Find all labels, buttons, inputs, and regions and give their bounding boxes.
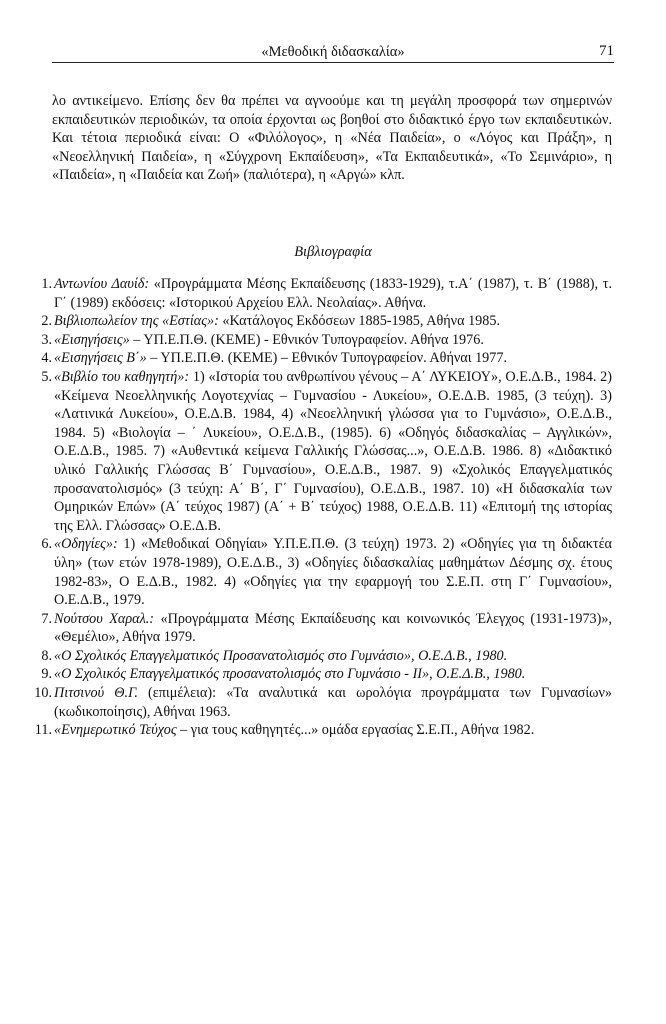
intro-paragraph: λο αντικείμενο. Επίσης δεν θα πρέπει να αγνοούμε και τη μεγάλη προσφορά των σημερινών εκπαιδευτικών περιοδικών, τα οποία έρχονται ως βοηθοί στο διδακτικό έργο των εκπαιδευτικών. Και τέτοια περιοδικά είναι: Ο «Φιλόλογος», η «Νέα Παιδεία», ο «Λόγος και Πράξη», η «Νεοελληνική Παιδεία», η «Σύγχρονη Εκπαίδευση», «Τα Εκπαιδευτικά», «Το Σεμινάριο», η «Παιδεία», η «Παιδεία και Ζωή» (παλιότερα), η «Αργώ» κλπ. [52,93,612,184]
entry-author: Πιτσινού Θ.Γ. [54,685,138,702]
bibliography-entry [34,535,612,609]
bibliography-entry [34,349,612,368]
entry-title: «Ο Σχολικός Επαγγελματικός Προσανατολισμός στο Γυμνάσιο», Ο.Ε.Δ.Β., 1980. [54,647,508,664]
bibliography-list [34,275,612,740]
page-header [52,40,614,63]
entry-text: «Προγράμματα Μέσης Εκπαίδευσης και κοινωνικός Έλεγχος (1931-1973)», «Θεμέλιο», Αθήνα 1979. [54,610,612,646]
entry-number: 2. [41,313,52,330]
bibliography-entry [34,368,612,535]
entry-author: Αντωνίου Δαυίδ: [54,276,150,292]
entry-number: 11. [34,722,52,739]
bibliography-entry [34,647,612,666]
entry-text: (επιμέλεια): «Τα αναλυτικά και ωρολόγια προγράμματα των Γυμνασίων» (κωδικοποίησις), Αθήναι 1963. [54,685,612,720]
bibliography-entry [34,312,612,331]
entry-text: 1) «Μεθοδικαί Οδηγίαι» Υ.Π.Ε.Π.Θ. (3 τεύχη) 1973. 2) «Οδηγίες για τη διδακτέα ύλη» (των ετών 1978-1989), Ο.Ε.Δ.Β., 3) «Οδηγίες διδασκαλίας μαθημάτων Δέσμης σχ. έτους 1982-83», Ο Ε.Δ.Β., 1982. 4) «Οδηγίες για την εφαρμογή του Σ.Ε.Π. στη Γ΄ Γυμνασίου», Ο.Ε.Δ.Β., 1979. [54,536,612,609]
entry-number: 1. [41,276,52,292]
entry-number: 6. [41,536,52,553]
entry-number: 5. [41,368,52,385]
entry-text: 1) «Ιστορία του ανθρωπίνου γένους – Α΄ ΛΥΚΕΙΟΥ», Ο.Ε.Δ.Β., 1984. 2) «Κείμενα Νεοελληνικής Λογοτεχνίας – Γυμνασίου - Λυκείου», Ο.Ε.Δ.Β. 1985, (3 τεύχη). 3) «Λατινικά Λυκείου», Ο.Ε.Δ.Β. 1984, 4) «Νεοελληνική γλώσσα για το Γυμνάσιο», Ο.Ε.Δ.Β., 1984. 5) «Βιολογία – ΄ Λυκείου», Ο.Ε.Δ.Β., (1985). 6) «Οδηγός διδασκαλίας – Αγγλικών», Ο.Ε.Δ.Β., 1985. 7) «Αυθεντικά κείμενα Γαλλικής Γλώσσας...», Ο.Ε.Δ.Β. 1986. 8) «Διδακτικό υλικό Γαλλικής Γλώσσας Β΄ Γυμνασίου», Ο.Ε.Δ.Β., 1987. 9) «Σχολικός Επαγγελματικός προσανατολισμός» (3 τεύχη: Α΄ Β΄, Γ΄ Γυμνασίου), Ο.Ε.Δ.Β., 1987. 10) «Η διδασκαλία των Ομηρικών Επών» (Α΄ τεύχος 1987) (Α΄ + Β΄ τεύχος) 1988, Ο.Ε.Δ.Β. 11) «Επιτομή της ιστορίας της Ελλ. Γλώσσας» Ο.Ε.Δ.Β. [54,368,613,534]
running-title: «Μεθοδική διδασκαλία» [261,44,405,60]
entry-text: «Κατάλογος Εκδόσεων 1885-1985, Αθήνα 1985. [218,313,500,330]
bibliography-entry [34,665,612,684]
entry-number: 7. [41,610,52,627]
entry-text: – για τους καθηγητές...» ομάδα εργασίας Σ.Ε.Π., Αθήνα 1982. [176,722,535,739]
entry-author: Βιβλιοπωλείον της «Εστίας»: [54,313,219,330]
bibliography-entry [34,610,612,647]
bibliography-entry [34,721,612,740]
entry-text: «Προγράμματα Μέσης Εκπαίδευσης (1833-1929), τ.Α΄ (1987), τ. Β΄ (1988), τ. Γ΄ (1989) εκδόσεις: «Ιστορικού Αρχείου Ελλ. Νεολαίας». Αθήνα. [54,276,613,311]
entry-author: «Οδηγίες»: [54,536,118,553]
entry-number: 9. [41,666,52,683]
entry-text: – ΥΠ.Ε.Π.Θ. (ΚΕΜΕ) - Εθνικόν Τυπογραφείον. Αθήνα 1976. [129,331,484,348]
bibliography-entry [34,275,612,312]
entry-title: «Ενημερωτικό Τεύχος [54,722,177,739]
bibliography-entry [34,684,612,721]
bibliography-entry [34,331,612,350]
entry-author: «Βιβλίο του καθηγητή»: [54,368,190,385]
entry-title: «Ο Σχολικός Επαγγελματικός προσανατολισμός στο Γυμνάσιο - ΙΙ», Ο.Ε.Δ.Β., 1980. [54,666,526,683]
entry-number: 10. [34,685,52,702]
entry-author: Νούτσου Χαραλ.: [54,610,155,627]
entry-author: «Εισηγήσεις» [54,331,130,348]
entry-number: 4. [41,350,52,367]
entry-number: 3. [41,331,52,348]
entry-author: «Εισηγήσεις Β΄» [54,350,147,367]
bibliography-heading: Βιβλιογραφία [294,244,372,260]
page-number: 71 [599,43,614,59]
entry-number: 8. [41,647,52,664]
entry-text: – ΥΠ.Ε.Π.Θ. (ΚΕΜΕ) – Εθνικόν Τυπογραφείον. Αθήναι 1977. [146,350,507,367]
